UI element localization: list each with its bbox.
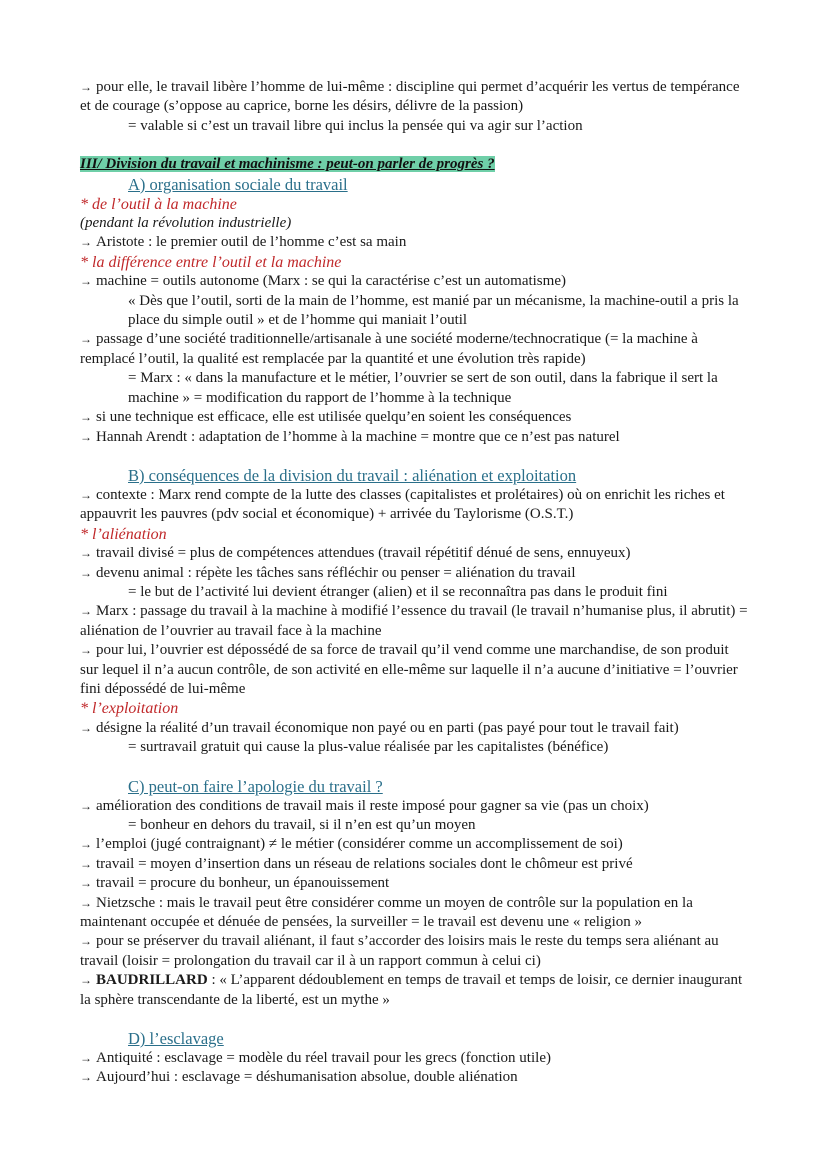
b-line-1 — [80, 486, 750, 525]
c-line-2: = bonheur en dehors du travail, si il n’en est qu’un moyen — [128, 817, 476, 833]
intro-line-2: = valable si c’est un travail libre qui inclus la pensée qui va agir sur l’action — [128, 117, 583, 134]
arrow-icon: → — [80, 565, 92, 580]
point-alienation: * l’aliénation — [80, 525, 167, 543]
c-text-5: travail = procure du bonheur, un épanouissement — [96, 875, 390, 892]
c-text-7: pour se préserver du travail aliénant, il faut s’accorder des loisirs mais le reste du temps sera aliénant au travail (loisir = prolongation du travail car il à un rapport commun à celui ci) — [80, 933, 719, 969]
point-outil-machine: * de l’outil à la machine — [80, 195, 237, 213]
arrow-icon: → — [80, 643, 92, 658]
arrow-icon: → — [80, 1070, 92, 1085]
arrow-icon: → — [80, 604, 92, 619]
spacer — [80, 758, 750, 777]
arrow-icon: → — [80, 934, 92, 949]
arrow-icon: → — [80, 1051, 92, 1066]
arrow-icon: → — [80, 410, 92, 425]
a-text-4: passage d’une société traditionnelle/artisanale à une société moderne/technocratique (= la machine à remplacé l’outil, la qualité est remplacée par la quantité et une évolution très rapide) — [80, 331, 698, 367]
point-note: (pendant la révolution industrielle) — [80, 215, 292, 232]
c-line-6 — [80, 894, 750, 933]
arrow-icon: → — [80, 429, 92, 444]
spacer — [80, 1010, 750, 1029]
d-line-2 — [80, 1068, 750, 1087]
a-text-2: machine = outils autonome (Marx : se qui la caractérise c’est un automatisme) — [96, 273, 566, 290]
b-text-6: pour lui, l’ouvrier est dépossédé de sa force de travail qu’il vend comme une marchandise, de son produit sur lequel il n’a aucun contrôle, de son activité en elle-même sur laquelle il n’a aucune d’initiative = l’ouvrier fini dépossédé de lui-même — [80, 642, 738, 697]
arrow-icon: → — [80, 973, 92, 988]
arrow-icon: → — [80, 80, 92, 94]
b-line-3 — [80, 564, 750, 583]
c-text-3: l’emploi (jugé contraignant) ≠ le métier (considérer comme un accomplissement de soi) — [96, 836, 623, 853]
b-text-1: contexte : Marx rend compte de la lutte des classes (capitalistes et prolétaires) où on enrichit les riches et appauvrit les pauvres (pdv social et économique) + arrivée du Taylorisme (O.S.T.) — [80, 486, 725, 523]
subsection-a-heading: A) organisation sociale du travail — [128, 174, 348, 194]
arrow-icon: → — [80, 837, 92, 852]
arrow-icon: → — [80, 798, 92, 813]
b-text-3: devenu animal : répète les tâches sans réfléchir ou penser = aliénation du travail — [96, 564, 576, 581]
point-difference: * la différence entre l’outil et la machine — [80, 253, 342, 271]
a-line-1 — [80, 233, 750, 252]
arrow-icon: → — [80, 332, 92, 347]
spacer — [80, 136, 750, 155]
document-page — [80, 78, 750, 1088]
b-line-8: = surtravail gratuit qui cause la plus-value réalisée par les capitalistes (bénéfice) — [128, 739, 609, 756]
c-text-4: travail = moyen d’insertion dans un réseau de relations sociales dont le chômeur est privé — [96, 855, 633, 872]
a-text-6: si une technique est efficace, elle est utilisée quelqu’en soient les conséquences — [96, 409, 572, 426]
d-line-1 — [80, 1049, 750, 1068]
c-line-8 — [80, 971, 750, 1010]
c-line-3 — [80, 835, 750, 854]
section-title: III/ Division du travail et machinisme : peut-on parler de progrès ? — [80, 156, 495, 173]
intro-line-1 — [80, 78, 750, 117]
c-line-4 — [80, 855, 750, 874]
arrow-icon: → — [80, 235, 92, 250]
b-text-2: travail divisé = plus de compétences attendues (travail répétitif dénué de sens, ennuyeux) — [96, 545, 631, 562]
subsection-c-heading: C) peut-on faire l’apologie du travail ? — [128, 776, 383, 796]
c-text-1: amélioration des conditions de travail mais il reste imposé pour gagner sa vie (pas un choix) — [96, 797, 649, 814]
b-line-7 — [80, 719, 750, 738]
arrow-icon: → — [80, 895, 92, 910]
b-text-7: désigne la réalité d’un travail économique non payé ou en parti (pas payé pour tout le travail fait) — [96, 719, 679, 736]
c-line-1 — [80, 797, 750, 816]
c-line-7 — [80, 932, 750, 971]
c-text-6: Nietzsche : mais le travail peut être considérer comme un moyen de contrôle sur la population en la maintenant occupée et dénuée de pensées, la surveiller = le travail est devenu une « religion » — [80, 894, 693, 931]
b-line-4: = le but de l’activité lui devient étranger (alien) et il se reconnaîtra pas dans le produit fini — [128, 583, 668, 600]
a-line-3: « Dès que l’outil, sorti de la main de l’homme, est manié par un mécanisme, la machine-outil a pris la place du simple outil » et de l’homme qui maniait l’outil — [128, 292, 739, 329]
a-line-4 — [80, 330, 750, 369]
intro-text-1: pour elle, le travail libère l’homme de lui-même : discipline qui permet d’acquérir les vertus de tempérance et de courage (s’oppose au caprice, borne les désirs, délivre de la passion) — [80, 79, 740, 115]
arrow-icon: → — [80, 546, 92, 561]
arrow-icon: → — [80, 487, 92, 502]
arrow-icon: → — [80, 274, 92, 289]
arrow-icon: → — [80, 856, 92, 871]
arrow-icon: → — [80, 720, 92, 735]
section-title-wrapper — [80, 155, 750, 174]
b-line-5 — [80, 602, 750, 641]
d-text-2: Aujourd’hui : esclavage = déshumanisation absolue, double aliénation — [96, 1069, 518, 1086]
a-line-5: = Marx : « dans la manufacture et le métier, l’ouvrier se sert de son outil, dans la fabrique il sert la machine » = modification du rapport de l’homme à la technique — [128, 370, 718, 406]
b-text-5: Marx : passage du travail à la machine à modifié l’essence du travail (le travail n’humanise plus, il abrutit) = aliénation de l’ouvrier au travail face à la machine — [80, 603, 748, 639]
c-text-8: : « L’apparent dédoublement en temps de travail et temps de loisir, ce dernier inaugurant la sphère transcendante de la liberté, est un mythe » — [80, 972, 743, 1008]
a-text-1: Aristote : le premier outil de l’homme c’est sa main — [96, 234, 407, 251]
a-line-2 — [80, 272, 750, 291]
point-exploitation: * l’exploitation — [80, 700, 179, 718]
c-line-5 — [80, 874, 750, 893]
arrow-icon: → — [80, 876, 92, 891]
b-line-6 — [80, 641, 750, 699]
a-line-6 — [80, 408, 750, 427]
subsection-b-heading: B) conséquences de la division du travail : aliénation et exploitation — [128, 465, 577, 485]
spacer — [80, 447, 750, 466]
a-text-7: Hannah Arendt : adaptation de l’homme à la machine = montre que ce n’est pas naturel — [96, 428, 620, 445]
author-name: BAUDRILLARD — [96, 972, 208, 989]
a-line-7 — [80, 428, 750, 447]
d-text-1: Antiquité : esclavage = modèle du réel travail pour les grecs (fonction utile) — [96, 1050, 551, 1067]
subsection-d-heading: D) l’esclavage — [128, 1029, 224, 1049]
b-line-2 — [80, 544, 750, 563]
